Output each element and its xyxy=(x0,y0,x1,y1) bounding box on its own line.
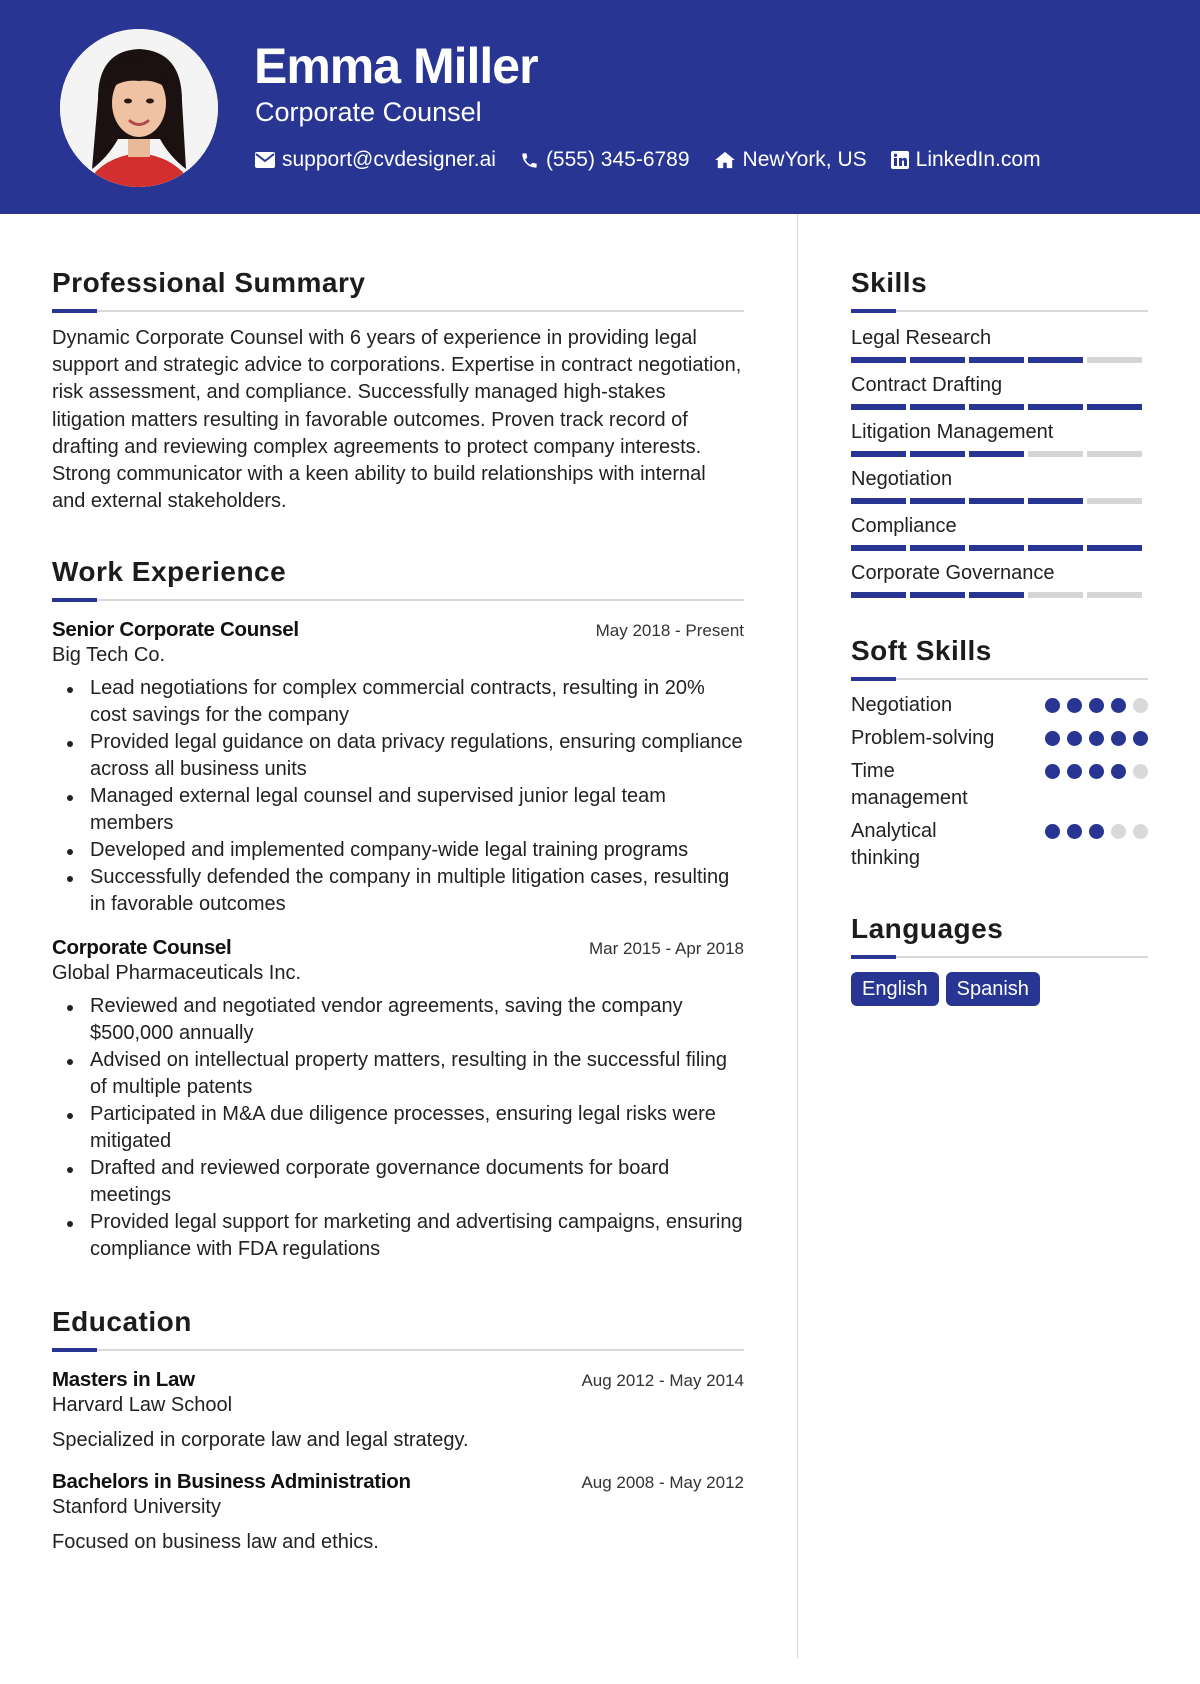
skill-level-segment xyxy=(969,357,1024,363)
rating-dot xyxy=(1067,824,1082,839)
skill-level-segment xyxy=(969,498,1024,504)
bullet-item: Participated in M&A due diligence processes, ensuring legal risks were mitigated xyxy=(52,1101,744,1155)
language-badge: Spanish xyxy=(946,972,1040,1006)
soft-skill-rating xyxy=(1038,698,1148,713)
job-date: May 2018 - Present xyxy=(595,621,744,641)
school-name: Stanford University xyxy=(52,1496,221,1519)
skill-level-segment xyxy=(851,404,906,410)
section-rule xyxy=(851,310,1148,312)
skill-level-bar xyxy=(851,592,1148,598)
soft-skill-name: Analytical thinking xyxy=(851,820,937,869)
job-entry xyxy=(52,936,744,1263)
education-heading: Education xyxy=(52,1306,192,1338)
contact-bar xyxy=(255,146,1065,174)
skill-item xyxy=(851,418,1148,457)
languages-section xyxy=(851,912,1148,1006)
summary-section xyxy=(52,266,744,515)
degree-name: Masters in Law xyxy=(52,1368,195,1392)
rating-dot xyxy=(1045,731,1060,746)
languages-list xyxy=(851,972,1148,1006)
skill-level-segment xyxy=(851,451,906,457)
summary-heading: Professional Summary xyxy=(52,267,366,298)
job-bullets xyxy=(52,675,744,918)
skill-level-segment xyxy=(969,592,1024,598)
soft-skill-item xyxy=(851,692,1148,719)
rating-dot xyxy=(1133,698,1148,713)
soft-skill-rating xyxy=(1038,824,1148,839)
soft-skills-section xyxy=(851,634,1148,872)
languages-heading: Languages xyxy=(851,913,1004,944)
contact-linkedin[interactable] xyxy=(891,146,1041,174)
main-column xyxy=(52,266,744,1554)
skill-level-segment xyxy=(1028,357,1083,363)
section-rule xyxy=(52,310,744,312)
skill-level-segment xyxy=(1087,404,1142,410)
rating-dot xyxy=(1045,698,1060,713)
rating-dot xyxy=(1111,764,1126,779)
profile-photo-illustration xyxy=(60,29,218,187)
bullet-item: Provided legal support for marketing and advertising campaigns, ensuring compliance with FDA regulations xyxy=(52,1209,744,1263)
candidate-name: Emma Miller xyxy=(254,38,538,94)
bullet-item: Provided legal guidance on data privacy regulations, ensuring compliance across all business units xyxy=(52,729,744,783)
skill-name: Corporate Governance xyxy=(851,562,1055,584)
soft-skill-rating xyxy=(1038,731,1148,746)
envelope-icon xyxy=(255,152,275,168)
skill-item xyxy=(851,371,1148,410)
education-description: Specialized in corporate law and legal strategy. xyxy=(52,1429,469,1452)
rating-dot xyxy=(1067,764,1082,779)
job-bullets xyxy=(52,993,744,1263)
skill-level-segment xyxy=(851,498,906,504)
skill-level-segment xyxy=(851,592,906,598)
job-company: Global Pharmaceuticals Inc. xyxy=(52,962,302,985)
skill-level-segment xyxy=(1087,357,1142,363)
bullet-item: Developed and implemented company-wide legal training programs xyxy=(52,837,744,864)
skill-level-segment xyxy=(1087,545,1142,551)
linkedin-icon xyxy=(891,151,909,169)
experience-section xyxy=(52,555,744,1263)
experience-heading: Work Experience xyxy=(52,556,287,588)
skill-name: Legal Research xyxy=(851,327,992,349)
candidate-title: Corporate Counsel xyxy=(255,97,482,127)
soft-skill-name: Time management xyxy=(851,760,968,809)
job-entry xyxy=(52,618,744,918)
summary-text: Dynamic Corporate Counsel with 6 years of experience in providing legal support and strategic advice to corporations. Expertise in contract negotiation, risk assessment, and compliance. Successfully managed high-stakes litigation matters resulting in favorable outcomes. Proven track record of drafting and reviewing complex agreements to protect company interests. Strong communicator with a keen ability to build relationships with internal and external stakeholders. xyxy=(52,327,742,513)
job-role: Corporate Counsel xyxy=(52,936,232,960)
skill-name: Litigation Management xyxy=(851,421,1054,443)
rating-dot xyxy=(1133,764,1148,779)
resume-header xyxy=(0,0,1200,214)
skill-level-bar xyxy=(851,357,1148,363)
skill-level-bar xyxy=(851,451,1148,457)
bullet-item: Advised on intellectual property matters, resulting in the successful filing of multiple patents xyxy=(52,1047,744,1101)
skill-name: Compliance xyxy=(851,515,957,537)
profile-photo xyxy=(60,29,218,187)
column-divider xyxy=(797,214,798,1658)
bullet-item: Lead negotiations for complex commercial contracts, resulting in 20% cost savings for the company xyxy=(52,675,744,729)
soft-skill-item xyxy=(851,758,1148,812)
skill-level-segment xyxy=(969,545,1024,551)
soft-skill-name: Negotiation xyxy=(851,694,953,716)
home-icon xyxy=(714,151,736,169)
rating-dot xyxy=(1045,824,1060,839)
skill-item xyxy=(851,512,1148,551)
skill-level-segment xyxy=(1087,498,1142,504)
skill-level-segment xyxy=(910,357,965,363)
section-rule xyxy=(851,956,1148,958)
job-role: Senior Corporate Counsel xyxy=(52,618,299,642)
soft-skill-rating xyxy=(1038,764,1148,779)
rating-dot xyxy=(1045,764,1060,779)
rating-dot xyxy=(1089,698,1104,713)
skill-level-segment xyxy=(851,357,906,363)
skill-level-segment xyxy=(1087,451,1142,457)
bullet-item: Drafted and reviewed corporate governance documents for board meetings xyxy=(52,1155,744,1209)
job-company: Big Tech Co. xyxy=(52,644,166,667)
skill-level-segment xyxy=(1028,498,1083,504)
skill-level-segment xyxy=(851,545,906,551)
school-name: Harvard Law School xyxy=(52,1394,233,1417)
skill-level-segment xyxy=(969,404,1024,410)
section-rule xyxy=(851,678,1148,680)
skill-level-segment xyxy=(1028,545,1083,551)
education-date: Aug 2008 - May 2012 xyxy=(581,1473,744,1493)
rating-dot xyxy=(1111,698,1126,713)
phone-icon xyxy=(520,151,539,170)
skill-level-segment xyxy=(1087,592,1142,598)
bullet-item: Managed external legal counsel and supervised junior legal team members xyxy=(52,783,744,837)
soft-skills-heading: Soft Skills xyxy=(851,635,992,666)
skill-level-segment xyxy=(910,592,965,598)
rating-dot xyxy=(1133,824,1148,839)
rating-dot xyxy=(1089,731,1104,746)
skills-heading: Skills xyxy=(851,267,928,298)
skill-name: Negotiation xyxy=(851,468,953,490)
contact-email[interactable] xyxy=(255,146,496,174)
rating-dot xyxy=(1067,698,1082,713)
education-description: Focused on business law and ethics. xyxy=(52,1531,379,1554)
language-badge: English xyxy=(851,972,939,1006)
section-rule xyxy=(52,1349,744,1351)
skill-level-bar xyxy=(851,545,1148,551)
sidebar-column xyxy=(851,266,1148,1006)
skill-item xyxy=(851,465,1148,504)
skill-level-segment xyxy=(910,545,965,551)
skill-level-segment xyxy=(910,451,965,457)
skill-name: Contract Drafting xyxy=(851,374,1003,396)
skill-item xyxy=(851,559,1148,598)
rating-dot xyxy=(1089,764,1104,779)
contact-phone[interactable] xyxy=(520,146,690,174)
soft-skill-item xyxy=(851,725,1148,752)
skills-list xyxy=(851,324,1148,598)
rating-dot xyxy=(1089,824,1104,839)
rating-dot xyxy=(1067,731,1082,746)
skill-level-segment xyxy=(910,498,965,504)
skill-item xyxy=(851,324,1148,363)
soft-skill-name: Problem-solving xyxy=(851,727,995,749)
education-date: Aug 2012 - May 2014 xyxy=(581,1371,744,1391)
skill-level-bar xyxy=(851,404,1148,410)
contact-location-text: NewYork, US xyxy=(742,148,867,171)
skill-level-segment xyxy=(910,404,965,410)
skills-section xyxy=(851,266,1148,598)
skill-level-segment xyxy=(1028,404,1083,410)
soft-skills-list xyxy=(851,692,1148,872)
contact-phone-text: (555) 345-6789 xyxy=(545,148,690,171)
rating-dot xyxy=(1111,824,1126,839)
skill-level-segment xyxy=(1028,592,1083,598)
soft-skill-item xyxy=(851,818,1148,872)
skill-level-segment xyxy=(1028,451,1083,457)
contact-email-text: support@cvdesigner.ai xyxy=(282,148,496,171)
contact-linkedin-text: LinkedIn.com xyxy=(915,148,1041,171)
job-date: Mar 2015 - Apr 2018 xyxy=(589,939,744,959)
rating-dot xyxy=(1111,731,1126,746)
bullet-item: Successfully defended the company in multiple litigation cases, resulting in favorable outcomes xyxy=(52,864,744,918)
skill-level-bar xyxy=(851,498,1148,504)
bullet-item: Reviewed and negotiated vendor agreements, saving the company $500,000 annually xyxy=(52,993,744,1047)
skill-level-segment xyxy=(969,451,1024,457)
education-entry xyxy=(52,1470,744,1554)
education-section xyxy=(52,1305,744,1554)
education-entry xyxy=(52,1368,744,1452)
rating-dot xyxy=(1133,731,1148,746)
contact-location xyxy=(714,146,867,174)
degree-name: Bachelors in Business Administration xyxy=(52,1470,411,1494)
section-rule xyxy=(52,599,744,601)
